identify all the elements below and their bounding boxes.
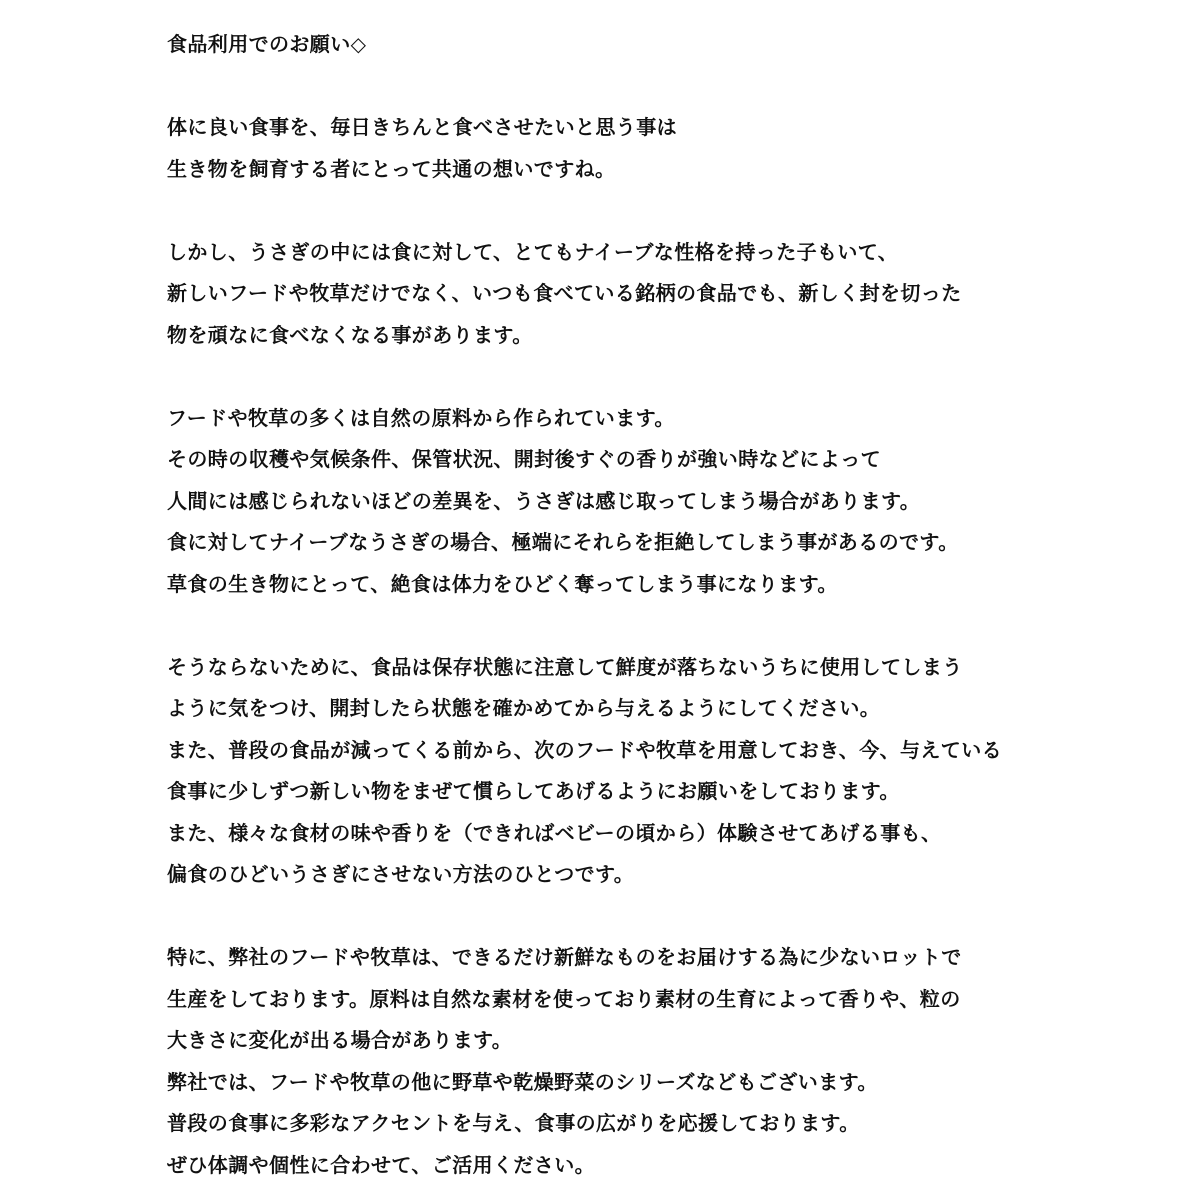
text-line: 生産をしております。原料は自然な素材を使っており素材の生育によって香りや、粒の (167, 986, 961, 1011)
text-line: そうならないために、食品は保存状態に注意して鮮度が落ちないうちに使用してしまう (167, 654, 963, 679)
paragraph-2 (167, 232, 1177, 357)
text-line: その時の収穫や気候条件、保管状況、開封後すぐの香りが強い時などによって (167, 447, 881, 471)
paragraph-spacer (167, 356, 1177, 398)
text-line: ぜひ体調や個性に合わせて、ご活用ください。 (167, 1152, 595, 1177)
notice-document (167, 24, 1177, 1186)
text-line: 新しいフードや牧草だけでなく、いつも食べている銘柄の食品でも、新しく封を切った (167, 281, 962, 305)
text-line: 体に良い食事を、毎日きちんと食べさせたいと思う事は (167, 115, 677, 139)
paragraph-spacer (167, 66, 1177, 108)
text-line: また、普段の食品が減ってくる前から、次のフードや牧草を用意しておき、今、与えている (167, 737, 1002, 762)
text-line: 大きさに変化が出る場合があります。 (167, 1028, 513, 1052)
text-line: 人間には感じられないほどの差異を、うさぎは感じ取ってしまう場合があります。 (167, 488, 921, 513)
text-line: 偏食のひどいうさぎにさせない方法のひとつです。 (167, 862, 635, 886)
text-line: 食に対してナイーブなうさぎの場合、極端にそれらを拒絶してしまう事があるのです。 (167, 530, 959, 554)
text-line: また、様々な食材の味や香りを（できればベビーの頃から）体験させてあげる事も、 (167, 820, 942, 845)
paragraph-1 (167, 107, 1177, 190)
text-line: 普段の食事に多彩なアクセントを与え、食事の広がりを応援しております。 (167, 1111, 860, 1135)
paragraph-spacer (167, 896, 1177, 938)
text-line: 草食の生き物にとって、絶食は体力をひどく奪ってしまう事になります。 (167, 571, 838, 596)
paragraph-spacer (167, 190, 1177, 232)
text-line: 食事に少しずつ新しい物をまぜて慣らしてあげるようにお願いをしております。 (167, 779, 900, 803)
paragraph-5 (167, 937, 1177, 1186)
document-title: 食品利用でのお願い◇ (167, 32, 367, 56)
text-line: 特に、弊社のフードや牧草は、できるだけ新鮮なものをお届けする為に少ないロットで (167, 945, 962, 969)
text-line: 弊社では、フードや牧草の他に野草や乾燥野菜のシリーズなどもございます。 (167, 1069, 878, 1094)
text-line: しかし、うさぎの中には食に対して、とてもナイーブな性格を持った子もいて、 (167, 239, 899, 264)
text-line: 生き物を飼育する者にとって共通の想いですね。 (167, 156, 616, 181)
paragraph-spacer (167, 605, 1177, 647)
text-line: ように気をつけ、開封したら状態を確かめてから与えるようにしてください。 (167, 696, 881, 720)
paragraph-4 (167, 647, 1177, 896)
text-line: 物を頑なに食べなくなる事があります。 (167, 322, 533, 347)
text-line: フードや牧草の多くは自然の原料から作られています。 (167, 405, 675, 430)
paragraph-3 (167, 398, 1177, 606)
